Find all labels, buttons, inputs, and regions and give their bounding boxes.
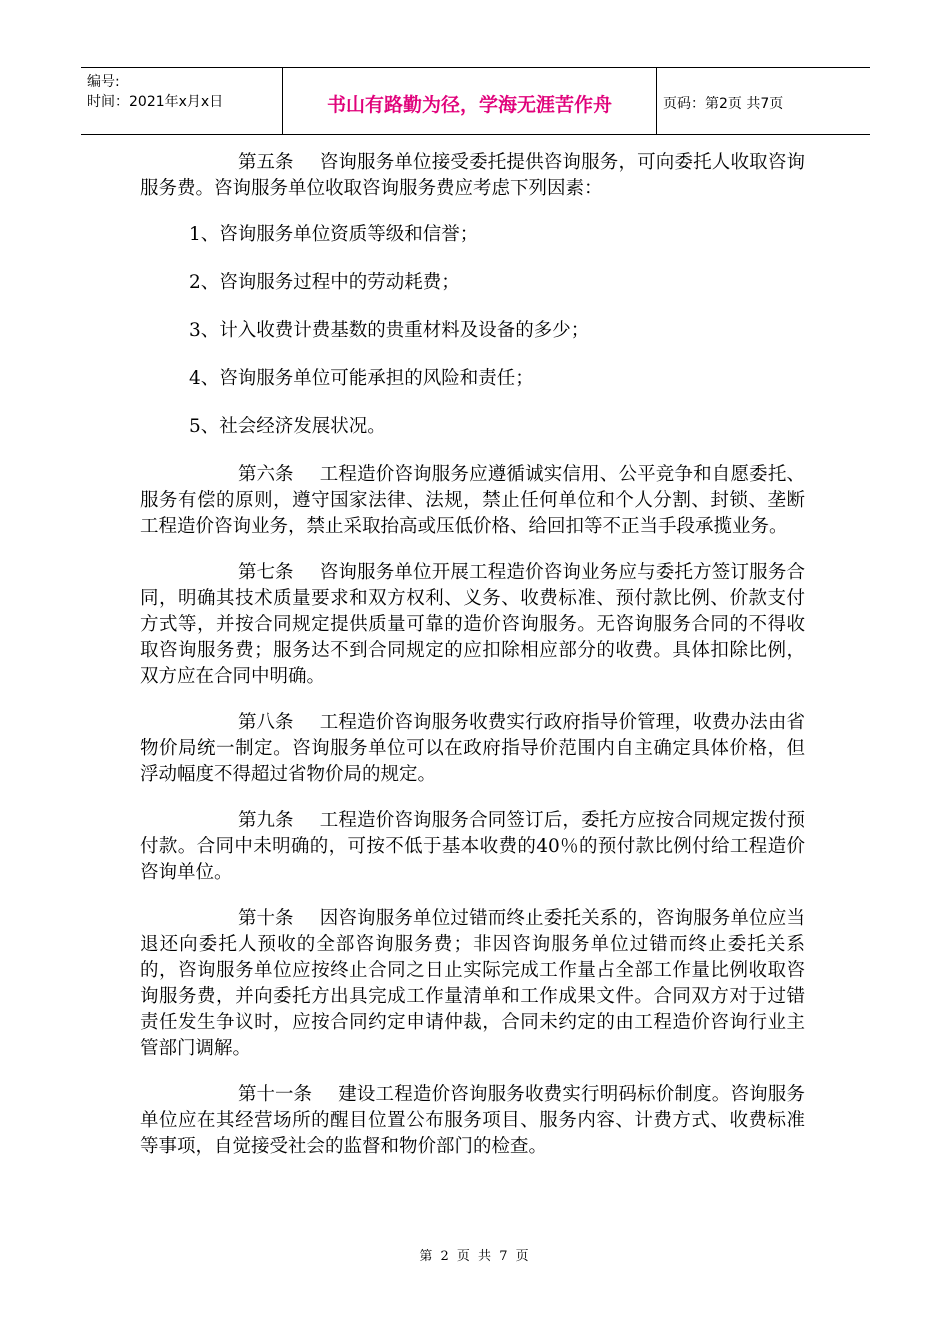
article-text: 咨询服务单位接受委托提供咨询服务，可向委托人收取咨询服务费。咨询服务单位收取咨询服务费应考虑下列因素： xyxy=(140,152,805,199)
header-motto: 书山有路勤为径，学海无涯苦作舟 xyxy=(283,68,657,134)
article-text: 咨询服务单位开展工程造价咨询业务应与委托方签订服务合同，明确其技术质量要求和双方权利、义务、收费标准、预付款比例、价款支付方式等，并按合同规定提供质量可靠的造价咨询服务。无咨询服务合同的不得收取咨询服务费；服务达不到合同规定的应扣除相应部分的收费。具体扣除比例，双方应在合同中明确。 xyxy=(140,562,805,687)
article-number: 第十条 xyxy=(238,908,294,929)
article-text: 因咨询服务单位过错而终止委托关系的，咨询服务单位应当退还向委托人预收的全部咨询服务费；非因咨询服务单位过错而终止委托关系的，咨询服务单位应按终止合同之日止实际完成工作量占全部工作量比例收取咨询服务费，并向委托方出具完成工作量清单和工作成果文件。合同双方对于过错责任发生争议时，应按合同约定申请仲裁，合同未约定的由工程造价咨询行业主管部门调解。 xyxy=(140,908,805,1059)
page-header xyxy=(81,67,870,135)
list-item: 1、咨询服务单位资质等级和信誉； xyxy=(189,224,479,245)
article-9 xyxy=(140,808,805,886)
list-item: 2、咨询服务过程中的劳动耗费； xyxy=(189,272,460,293)
article-text: 建设工程造价咨询服务收费实行明码标价制度。咨询服务单位应在其经营场所的醒目位置公布服务项目、服务内容、计费方式、收费标准等事项，自觉接受社会的监督和物价部门的检查。 xyxy=(140,1084,805,1157)
article-number: 第六条 xyxy=(238,464,294,485)
document-body xyxy=(140,150,805,1180)
article-11 xyxy=(140,1082,805,1160)
header-meta xyxy=(81,68,283,134)
article-number: 第八条 xyxy=(238,712,294,733)
article-number: 第十一条 xyxy=(238,1084,313,1105)
article-6 xyxy=(140,462,805,540)
article-number: 第五条 xyxy=(238,152,294,173)
article-text: 工程造价咨询服务合同签订后，委托方应按合同规定拨付预付款。合同中未明确的，可按不低于基本收费的40％的预付款比例付给工程造价咨询单位。 xyxy=(140,810,805,883)
date-label: 时间：2021年x月x日 xyxy=(87,94,224,110)
article-number: 第九条 xyxy=(238,810,294,831)
list-item: 4、咨询服务单位可能承担的风险和责任； xyxy=(189,368,534,389)
page-footer: 第 2 页 共 7 页 xyxy=(419,1249,531,1264)
header-page-info: 页码：第2页 共7页 xyxy=(663,96,784,112)
article-text: 工程造价咨询服务应遵循诚实信用、公平竞争和自愿委托、服务有偿的原则，遵守国家法律、法规，禁止任何单位和个人分割、封锁、垄断工程造价咨询业务，禁止采取抬高或压低价格、给回扣等不正当手段承揽业务。 xyxy=(140,464,805,537)
list-item: 5、社会经济发展状况。 xyxy=(189,416,386,437)
article-10 xyxy=(140,906,805,1062)
list-item: 3、计入收费计费基数的贵重材料及设备的多少； xyxy=(189,320,590,341)
article-7 xyxy=(140,560,805,690)
article-number: 第七条 xyxy=(238,562,294,583)
article-5 xyxy=(140,150,805,202)
article-8 xyxy=(140,710,805,788)
article-text: 工程造价咨询服务收费实行政府指导价管理，收费办法由省物价局统一制定。咨询服务单位可以在政府指导价范围内自主确定具体价格，但浮动幅度不得超过省物价局的规定。 xyxy=(140,712,805,785)
number-label: 编号: xyxy=(87,74,120,90)
